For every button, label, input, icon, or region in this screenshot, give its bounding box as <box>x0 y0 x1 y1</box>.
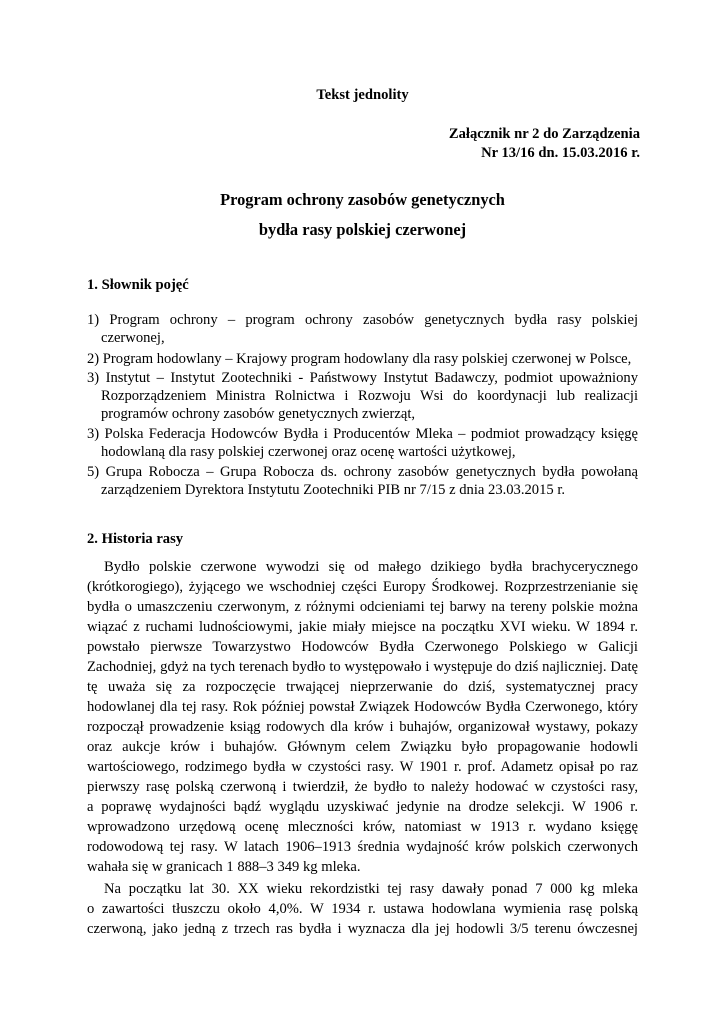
paragraph-line: wiązać z ruchami ludnościowymi, jakie miały miejsce na początku XVI wieku. W 1894 r. <box>87 619 638 635</box>
paragraph-line: czerwoną, jako jedną z trzech ras bydła i wyznacza dla jej hodowli 3/5 terenu ówczesnej <box>87 921 638 937</box>
paragraph-line: rozpoczął prowadzenie ksiąg rodowych dla krów i buhajów, organizował wystawy, pokazy <box>87 719 638 735</box>
list-item-continuation: zarządzeniem Dyrektora Instytutu Zootechniki PIB nr 7/15 z dnia 23.03.2015 r. <box>101 482 566 498</box>
list-item: 2) Program hodowlany – Krajowy program hodowlany dla rasy polskiej czerwonej w Polsce, <box>87 351 632 367</box>
list-item: 3) Instytut – Instytut Zootechniki - Państwowy Instytut Badawczy, podmiot upoważniony <box>87 370 638 386</box>
paragraph-line: o zawartości tłuszczu około 4,0%. W 1934 r. ustawa hodowlana wymienia rasę polską <box>87 901 638 917</box>
annex-line-2: Nr 13/16 dn. 15.03.2016 r. <box>481 145 640 161</box>
list-item: 3) Polska Federacja Hodowców Bydła i Producentów Mleka – podmiot prowadzący księgę <box>87 426 638 442</box>
section-2-heading: 2. Historia rasy <box>87 531 184 547</box>
paragraph-line: rodowodową tej rasy. W latach 1906–1913 średnia wydajność krów polskich czerwonych <box>87 839 638 855</box>
paragraph-line: powstało pierwsze Towarzystwo Hodowców Bydła Czerwonego Polskiego w Galicji <box>87 639 638 655</box>
paragraph-line: Bydło polskie czerwone wywodzi się od małego dzikiego bydła brachycerycznego <box>104 559 638 575</box>
paragraph-line: Na początku lat 30. XX wieku rekordzistki tej rasy dawały ponad 7 000 kg mleka <box>104 881 638 897</box>
paragraph-line: hodowlanej dla tej rasy. Rok później powstał Związek Hodowców Bydła Czerwonego, który <box>87 699 638 715</box>
paragraph-line: tę uważa się za rozpoczęcie trwającej nieprzerwanie do dziś, systematycznej pracy <box>87 679 638 695</box>
paragraph-line: wartościowego, rodzimego bydła w czystości rasy. W 1901 r. prof. Adametz opisał po raz <box>87 759 638 775</box>
paragraph-line: bydła o umaszczeniu czerwonym, z różnymi odcieniami tej barwy na tereny polskie można <box>87 599 638 615</box>
paragraph-line: pierwszy rasę polską czerwoną i twierdził, że bydło to należy hodować w czystości rasy, <box>87 779 638 795</box>
list-item-continuation: hodowlaną dla rasy polskiej czerwonej oraz ocenę wartości użytkowej, <box>101 444 516 460</box>
title-line-2: bydła rasy polskiej czerwonej <box>258 220 467 239</box>
document-label: Tekst jednolity <box>316 87 409 103</box>
paragraph-line: Zachodniej, gdyż na tych terenach bydło to występowało i występuje do dziś najliczniej. Datę <box>87 659 638 675</box>
paragraph-line: wahała się w granicach 1 888–3 349 kg mleka. <box>87 859 361 875</box>
paragraph-line: wprowadzono urzędową ocenę mleczności krów, natomiast w 1913 r. wydano księgę <box>87 819 638 835</box>
paragraph-line: oraz aukcje krów i buhajów. Głównym celem Związku było propagowanie hodowli <box>87 739 638 755</box>
list-item-continuation: czerwonej, <box>101 330 165 346</box>
annex-line-1: Załącznik nr 2 do Zarządzenia <box>448 126 640 142</box>
list-item-continuation: Rozporządzeniem Ministra Rolnictwa i Rozwoju Wsi do koordynacji lub realizacji <box>101 388 638 404</box>
list-item-continuation: programów ochrony zasobów genetycznych zwierząt, <box>101 406 416 422</box>
list-item: 1) Program ochrony – program ochrony zasobów genetycznych bydła rasy polskiej <box>87 312 638 328</box>
title-line-1: Program ochrony zasobów genetycznych <box>220 190 505 209</box>
paragraph-line: a poprawę wydajności bądź wyglądu uzyskiwać jedynie na drodze selekcji. W 1906 r. <box>87 799 638 815</box>
paragraph-line: (krótkorogiego), żyjącego we wschodniej części Europy Środkowej. Rozprzestrzenianie się <box>87 579 638 595</box>
list-item: 5) Grupa Robocza – Grupa Robocza ds. ochrony zasobów genetycznych bydła powołaną <box>87 464 638 480</box>
section-1-heading: 1. Słownik pojęć <box>87 277 189 293</box>
